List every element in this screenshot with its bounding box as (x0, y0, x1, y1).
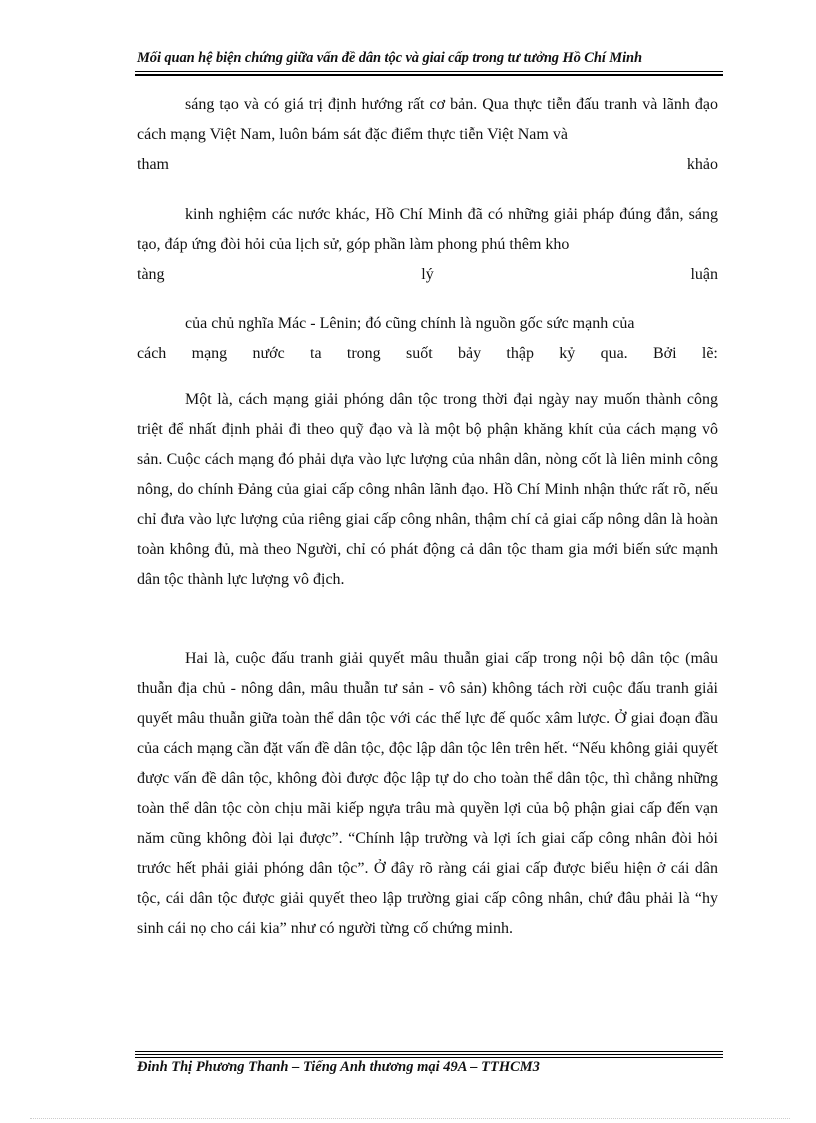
word: kỷ (559, 345, 576, 362)
word: trong (346, 345, 381, 362)
footer-rule-3 (135, 1057, 723, 1058)
word: tham (137, 156, 169, 173)
paragraph-3: của chủ nghĩa Mác - Lênin; đó cũng chính là nguồn gốc sức mạnh của (185, 315, 635, 332)
word: suốt (405, 345, 433, 362)
word: lẽ: (701, 345, 718, 362)
paragraph-2: kinh nghiệm các nước khác, Hồ Chí Minh đã có những giải pháp đúng đắn, sáng tạo, đáp ứng đòi hỏi của lịch sử, góp phần làm phong phú thêm kho (137, 206, 718, 253)
word: tàng (137, 266, 165, 283)
word: Bởi (652, 345, 677, 362)
paragraph-4: Một là, cách mạng giải phóng dân tộc trong thời đại ngày nay muốn thành công triệt để nhất định phải đi theo quỹ đạo và là một bộ phận khăng khít của cách mạng vô sản. Cuộc cách mạng đó phải dựa vào lực lượng của nhân dân, nòng cốt là liên minh công nông, do chính Đảng của giai cấp công nhân lãnh đạo. Hồ Chí Minh nhận thức rất rõ, nếu chỉ đưa vào lực lượng của riêng giai cấp công nhân, thậm chí cả giai cấp nông dân là hoàn toàn không đủ, mà theo Người, chỉ có phát động cả dân tộc tham gia mới biến sức mạnh dân tộc thành lực lượng vô địch. (137, 391, 718, 588)
paragraph-5: Hai là, cuộc đấu tranh giải quyết mâu thuẫn giai cấp trong nội bộ dân tộc (mâu thuẫn địa chủ - nông dân, mâu thuẫn tư sản - vô sản) không tách rời cuộc đấu tranh giải quyết mâu thuẫn giữa toàn thể dân tộc với các thế lực đế quốc xâm lược. Ở giai đoạn đầu của cách mạng cần đặt vấn đề dân tộc, độc lập dân tộc lên trên hết. “Nếu không giải quyết được vấn đề dân tộc, không đòi được độc lập tự do cho toàn thể dân tộc, thì chẳng những toàn thể dân tộc còn chịu mãi kiếp ngựa trâu mà quyền lợi của bộ phận giai cấp đến vạn năm cũng không đòi lại được”. “Chính lập trường và lợi ích giai cấp công nhân đòi hỏi trước hết phải giải phóng dân tộc”. Ở đây rõ ràng cái giai cấp được biểu hiện ở cái dân tộc, cái dân tộc được giải quyết theo lập trường giai cấp công nhân, chứ đâu phải là “hy sinh cái nọ cho cái kia” như có người từng cố chứng minh. (137, 650, 718, 937)
word: qua. (600, 345, 628, 362)
word: luận (690, 266, 718, 283)
word: cách (137, 345, 167, 362)
word: thập (506, 345, 534, 362)
page-edge-line (30, 1118, 790, 1119)
word: bảy (457, 345, 482, 362)
word: mạng (191, 345, 228, 362)
word: ta (310, 345, 322, 362)
running-header-title: Mối quan hệ biện chứng giữa vấn đề dân tộc và giai cấp trong tư tưởng Hồ Chí Minh (137, 50, 642, 66)
running-footer: Đinh Thị Phương Thanh – Tiếng Anh thương mại 49A – TTHCM3 (137, 1059, 540, 1075)
paragraph-2-tail (137, 260, 718, 290)
paragraph-1: sáng tạo và có giá trị định hướng rất cơ bản. Qua thực tiễn đấu tranh và lãnh đạo cách mạng Việt Nam, luôn bám sát đặc điểm thực tiễn Việt Nam và (137, 96, 718, 143)
header-rule-thick (135, 74, 723, 76)
word: nước (252, 345, 285, 362)
word: khảo (686, 156, 718, 173)
footer-rule-1 (135, 1051, 723, 1052)
paragraph-3-tail (137, 339, 718, 369)
header-rule-thin (135, 71, 723, 72)
paragraph-1-tail (137, 150, 718, 180)
footer-rule-2 (135, 1054, 723, 1055)
word: lý (421, 266, 434, 283)
